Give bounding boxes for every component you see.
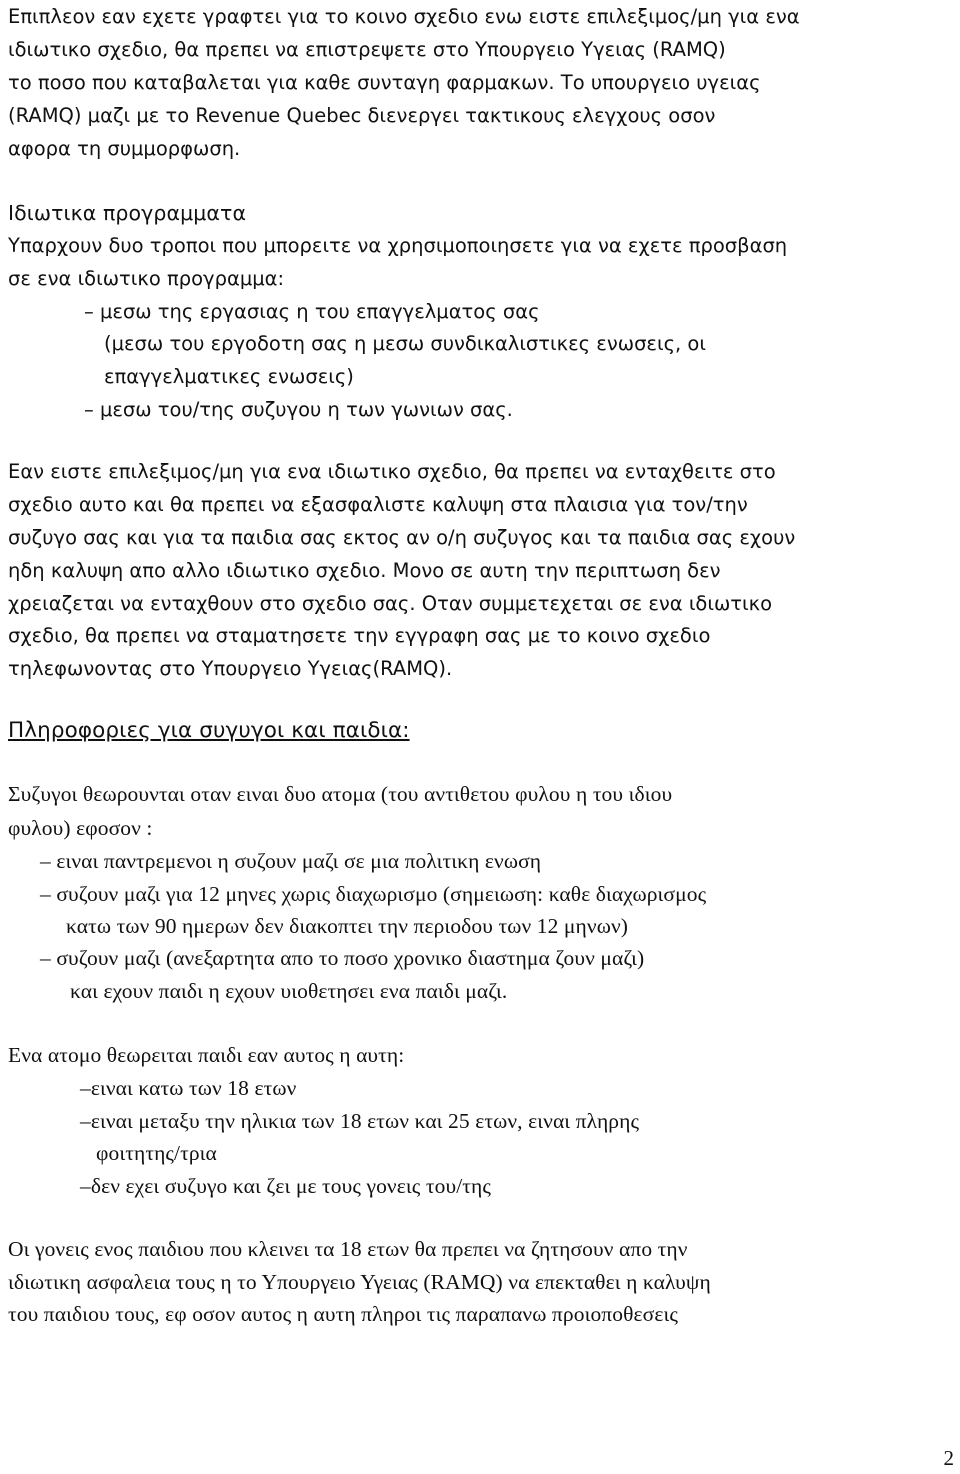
text-line: χρειαζεται να ενταχθουν στο σχεδιο σας. Οταν συμμετεχεται σε ενα ιδιωτικο [8, 592, 773, 615]
list-item: – συζουν μαζι (ανεξαρτητα απο το ποσο χρονικο διαστημα ζουν μαζι) [40, 946, 645, 970]
text-line: Εαν ειστε επιλεξιμος/μη για ενα ιδιωτικο σχεδιο, θα πρεπει να ενταχθειτε στο [8, 460, 776, 483]
text-line: σχεδιο, θα πρεπει να σταματησετε την εγγραφη σας με το κοινο σχεδιο [8, 624, 711, 647]
text-line: Οι γονεις ενος παιδιου που κλεινει τα 18 ετων θα πρεπει να ζητησουν απο την [8, 1237, 688, 1261]
list-item: –ειναι μεταξυ την ηλικια των 18 ετων και 25 ετων, ειναι πληρης [80, 1109, 640, 1133]
text-line: το ποσο που καταβαλεται για καθε συνταγη φαρμακων. Το υπουργειο υγειας [8, 71, 761, 94]
list-item: – ειναι παντρεμενοι η συζουν μαζι σε μια πολιτικη ενωση [40, 849, 542, 873]
text-line: φυλου) εφοσον : [8, 816, 153, 840]
list-item-continuation: (μεσω του εργοδοτη σας η μεσω συνδικαλιστικες ενωσεις, οι [104, 332, 706, 355]
text-line: ηδη καλυψη απο αλλο ιδιωτικο σχεδιο. Μονο σε αυτη την περιπτωση δεν [8, 559, 721, 582]
text-line: σε ενα ιδιωτικο προγραμμα: [8, 267, 285, 290]
list-item: – μεσω της εργασιας η του επαγγελματος σας [84, 300, 540, 323]
text-line: Υπαρχουν δυο τροποι που μπορειτε να χρησιμοποιησετε για να εχετε προσβαση [8, 234, 788, 257]
text-line: συζυγο σας και για τα παιδια σας εκτος αν ο/η συζυγος και τα παιδια σας εχουν [8, 526, 796, 549]
text-line: ιδιωτικο σχεδιο, θα πρεπει να επιστρεψετε στο Υπουργειο Υγειας (RAMQ) [8, 38, 726, 61]
list-item: – μεσω του/της συζυγου η των γωνιων σας. [84, 398, 513, 421]
text-line: αφορα τη συμμορφωση. [8, 137, 241, 160]
text-line: τηλεφωνοντας στο Υπουργειο Υγειας(RAMQ). [8, 657, 453, 680]
list-item-continuation: επαγγελματικες ενωσεις) [104, 365, 354, 388]
text-line: (RAMQ) μαζι με το Revenue Quebec διενεργει τακτικους ελεγχους οσον [8, 104, 716, 127]
list-item: –δεν εχει συζυγο και ζει με τους γονεις του/της [80, 1174, 491, 1198]
text-line: του παιδιου τους, εφ οσον αυτος η αυτη πληροι τις παραπανω προιοποθεσεις [8, 1302, 678, 1326]
section-heading-private: Ιδιωτικα προγραμματα [8, 201, 247, 225]
page-number: 2 [943, 1446, 954, 1470]
list-item-continuation: και εχουν παιδι η εχουν υιοθετησει ενα παιδι μαζι. [70, 979, 508, 1003]
list-item-continuation: κατω των 90 ημερων δεν διακοπτει την περιοδου των 12 μηνων) [66, 914, 629, 938]
section-heading-spouses: Πληροφοριες για συγυγοι και παιδια: [8, 718, 410, 743]
list-item: –ειναι κατω των 18 ετων [80, 1076, 297, 1100]
text-line: Ενα ατομο θεωρειται παιδι εαν αυτος η αυτη: [8, 1043, 405, 1067]
text-line: Επιπλεον εαν εχετε γραφτει για το κοινο σχεδιο ενω ειστε επιλεξιμος/μη για ενα [8, 5, 800, 28]
text-line: ιδιωτικη ασφαλεια τους η το Υπουργειο Υγειας (RAMQ) να επεκταθει η καλυψη [8, 1270, 711, 1294]
list-item: – συζουν μαζι για 12 μηνες χωρις διαχωρισμο (σημειωση: καθε διαχωρισμος [40, 882, 707, 906]
text-line: Συζυγοι θεωρουνται οταν ειναι δυο ατομα (του αντιθετου φυλου η του ιδιου [8, 782, 673, 806]
list-item-continuation: φοιτητης/τρια [96, 1141, 217, 1165]
text-line: σχεδιο αυτο και θα πρεπει να εξασφαλιστε καλυψη στα πλαισια για τον/την [8, 493, 748, 516]
